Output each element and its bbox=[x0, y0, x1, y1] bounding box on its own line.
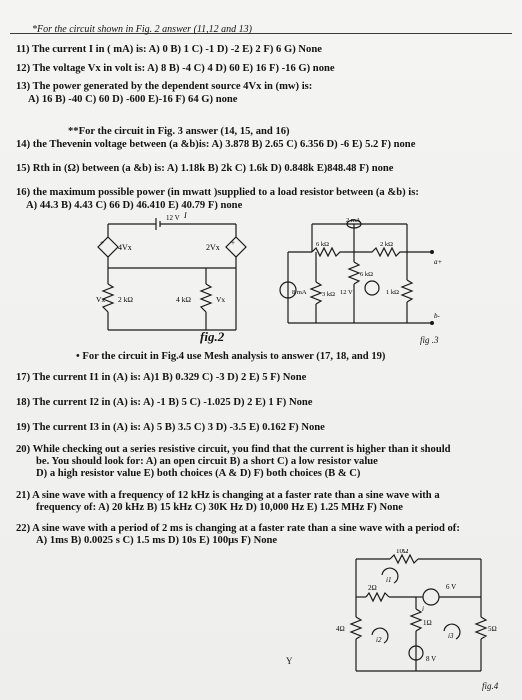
fig4-8v-label: 8 V bbox=[426, 655, 437, 663]
mesh-instructions: • For the circuit in Fig.4 use Mesh analysis to answer (17, 18, and 19) bbox=[76, 351, 386, 362]
fig4-r1-label: 1Ω bbox=[423, 619, 432, 627]
question-16-prompt: 16) the maximum possible power (in mwatt )supplied to a load resistor between (a &b) is: bbox=[16, 187, 419, 198]
fig3-circuit-diagram bbox=[272, 218, 447, 336]
question-19: 19) The current I3 in (A) is: A) 5 B) 3.5 C) 3 D) -3.5 E) 0.162 F) None bbox=[16, 422, 325, 433]
fig2-r-mid-label: 4 kΩ bbox=[176, 295, 191, 304]
fig4-i-label: i bbox=[422, 605, 424, 613]
fig3-terminal-b: b- bbox=[434, 312, 440, 320]
fig4-i2-label: i2 bbox=[376, 636, 382, 644]
fig4-i1-label: i1 bbox=[386, 576, 392, 584]
question-13-options: A) 16 B) -40 C) 60 D) -600 E)-16 F) 64 G) none bbox=[28, 94, 238, 105]
question-18: 18) The current I2 in (A) is: A) -1 B) 5 C) -1.025 D) 2 E) 1 F) None bbox=[16, 397, 313, 408]
fig3-r2k-label: 2 kΩ bbox=[380, 241, 393, 248]
question-11: 11) The current I in ( mA) is: A) 0 B) 1 C) -1 D) -2 E) 2 F) 6 G) None bbox=[16, 44, 322, 55]
fig3-cs-top-label: 2 mA bbox=[346, 218, 361, 224]
fig3-r3k-label: 3 kΩ bbox=[322, 291, 335, 298]
question-22-line1: 22) A sine wave with a period of 2 ms is changing at a faster rate than a sine wave with a period of: bbox=[16, 523, 460, 534]
fig2-plus-left: + bbox=[100, 239, 104, 247]
fig4-r10-label: 10Ω bbox=[396, 549, 409, 555]
fig4-caption: fig.4 bbox=[482, 681, 499, 691]
question-16-options: A) 44.3 B) 4.43 C) 66 D) 46.410 E) 40.79 F) none bbox=[26, 200, 243, 211]
question-14: 14) the Thevenin voltage between (a &b)is: A) 3.878 B) 2.65 C) 6.356 D) -6 E) 5.2 F) none bbox=[16, 139, 416, 150]
fig2-plus-right: + bbox=[231, 239, 235, 247]
question-21-line2: frequency of: A) 20 kHz B) 15 kHz C) 30K Hz D) 10,000 Hz E) 1.25 MHz F) None bbox=[36, 502, 404, 513]
stray-mark: Y bbox=[286, 656, 293, 666]
question-20-line3: D) a high resistor value E) both choices (A & D) F) both choices (B & C) bbox=[36, 468, 361, 479]
fig2-section-header: *For the circuit shown in Fig. 2 answer (11,12 and 13) bbox=[32, 24, 252, 35]
fig4-r5-label: 5Ω bbox=[488, 625, 497, 633]
question-15: 15) Rth in (Ω) between (a &b) is: A) 1.18k B) 2k C) 1.6k D) 0.848k E)848.48 F) none bbox=[16, 163, 394, 174]
fig2-battery-label: 12 V bbox=[166, 214, 180, 222]
fig3-caption: fig .3 bbox=[420, 335, 439, 345]
fig2-vx-left: Vx bbox=[96, 295, 106, 304]
fig3-r6k-top-label: 6 kΩ bbox=[316, 241, 329, 248]
fig2-r-left-label: 2 kΩ bbox=[118, 295, 133, 304]
fig2-vx-mid: Vx bbox=[216, 295, 226, 304]
fig3-cs-left-label: 8 mA bbox=[292, 289, 307, 296]
fig3-r6k-mid-label: 6 kΩ bbox=[360, 271, 373, 278]
fig3-r1k-label: 1 kΩ bbox=[386, 289, 399, 296]
fig2-current-label: I bbox=[184, 212, 187, 220]
fig3-node-a bbox=[430, 250, 434, 254]
question-20-line1: 20) While checking out a series resistive circuit, you find that the current is higher than it should bbox=[16, 444, 451, 455]
question-21-line1: 21) A sine wave with a frequency of 12 kHz is changing at a faster rate than a sine wave with a bbox=[16, 490, 440, 501]
fig3-section-header: **For the circuit in Fig. 3 answer (14, 15, and 16) bbox=[68, 126, 290, 137]
fig3-terminal-a: a+ bbox=[434, 258, 443, 266]
question-13-prompt: 13) The power generated by the dependent source 4Vx in (mw) is: bbox=[16, 81, 313, 92]
fig3-node-b bbox=[430, 321, 434, 325]
fig2-caption: fig.2 bbox=[200, 329, 225, 344]
fig4-6v-label: 6 V bbox=[446, 583, 457, 591]
fig4-circuit-diagram bbox=[326, 549, 506, 685]
fig4-r2-label: 2Ω bbox=[368, 584, 377, 592]
fig2-dep-left-label: 4Vx bbox=[118, 243, 132, 252]
question-17: 17) The current I1 in (A) is: A)1 B) 0.329 C) -3 D) 2 E) 5 F) None bbox=[16, 372, 307, 383]
fig4-r4-label: 4Ω bbox=[336, 625, 345, 633]
fig2-circuit-diagram bbox=[96, 212, 256, 342]
fig2-dep-right-label: 2Vx bbox=[206, 243, 220, 252]
fig3-vs-label: 12 V bbox=[340, 289, 353, 296]
question-12: 12) The voltage Vx in volt is: A) 8 B) -4 C) 4 D) 60 E) 16 F) -16 G) none bbox=[16, 63, 335, 74]
question-20-line2: be. You should look for: A) an open circuit B) a short C) a low resistor value bbox=[36, 456, 378, 467]
question-22-line2: A) 1ms B) 0.0025 s C) 1.5 ms D) 10s E) 100μs F) None bbox=[36, 535, 278, 546]
fig4-i3-label: i3 bbox=[448, 632, 454, 640]
